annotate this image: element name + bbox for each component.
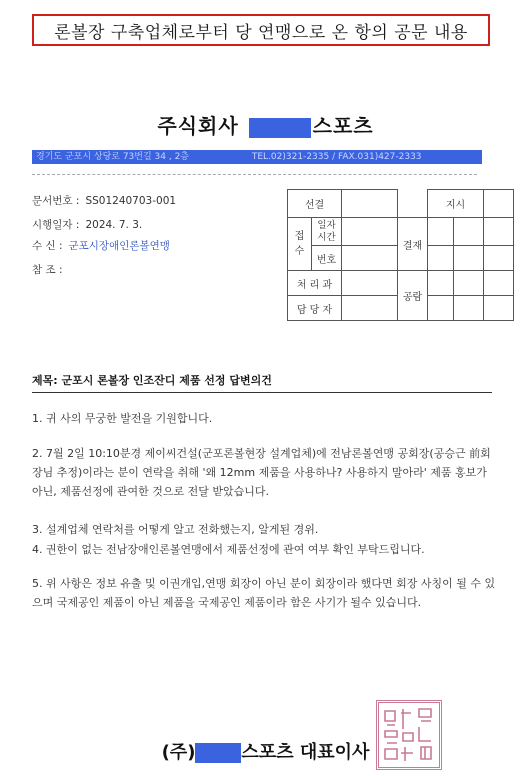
doc-cc-row — [32, 262, 63, 277]
approval-cell-sungyeol: 선결 — [288, 190, 342, 218]
doc-recipient-value: 군포시장애인론볼연맹 — [68, 240, 170, 252]
paragraph-1: 1. 귀 사의 무궁한 발전을 기원합니다. — [32, 412, 213, 425]
paragraph-3: 3. 설계업체 연락처를 어떻게 알고 전화했는지, 알게된 경위. — [32, 523, 319, 536]
signature-prefix: (주) — [161, 742, 196, 763]
approval-cell-blank — [454, 246, 484, 271]
approval-cell-blank — [484, 296, 514, 321]
approval-cell-blank — [342, 296, 398, 321]
approval-cell-blank — [342, 271, 398, 296]
signature-suffix: 스포츠 대표이사 — [241, 742, 370, 763]
contact-text: TEL.02)321-2335 / FAX.031)427-2333 — [251, 152, 422, 162]
approval-cell-blank — [342, 218, 398, 246]
approval-cell-blank — [428, 296, 454, 321]
approval-cell-blank — [454, 218, 484, 246]
doc-date-label: 시행일자 : — [32, 219, 80, 231]
doc-number-row — [32, 193, 176, 208]
approval-cell-damdangja: 담 당 자 — [288, 296, 342, 321]
banner-title — [32, 14, 490, 46]
approval-cell-blank — [428, 218, 454, 246]
approval-cell-jisi: 지시 — [428, 190, 484, 218]
paragraph-4: 4. 권한이 없는 전남장애인론볼연맹에서 제품선정에 관여 여부 확인 부탁드립니다. — [32, 543, 425, 556]
company-name — [0, 110, 531, 139]
approval-spacer — [398, 190, 428, 218]
doc-cc-label: 참 조 : — [32, 264, 63, 276]
address-line — [32, 150, 482, 164]
approval-cell-blank — [484, 190, 514, 218]
approval-cell-jeopsu: 접 수 — [288, 218, 312, 271]
approval-cell-beonho: 번호 — [312, 246, 342, 271]
approval-cell-blank — [342, 190, 398, 218]
doc-number-value: SS01240703-001 — [85, 195, 177, 207]
doc-date-value: 2024. 7. 3. — [85, 219, 143, 231]
doc-date-row — [32, 217, 142, 232]
company-prefix: 주식회사 — [157, 114, 239, 138]
approval-cell-gongnam: 공람 — [398, 271, 428, 321]
approval-cell-cheorigwa: 처 리 과 — [288, 271, 342, 296]
approval-cell-blank — [484, 271, 514, 296]
subject-divider — [32, 392, 492, 393]
redaction-block — [249, 118, 311, 138]
company-suffix: 스포츠 — [312, 114, 374, 138]
subject-line: 제목: 군포시 론볼장 인조잔디 제품 선정 답변의건 — [32, 374, 272, 387]
address-text: 경기도 군포시 상당로 73번길 34 , 2층 — [36, 152, 189, 162]
approval-cell-blank — [428, 271, 454, 296]
paragraph-5: 5. 위 사항은 정보 유출 및 이권개입,연맹 회장이 아닌 분이 회장이라 했다면 회장 사칭이 될 수 있으며 국제공인 제품이 아닌 제품을 국제공인 제품이라 함은 사기가 될수 있습니다. — [32, 577, 496, 609]
approval-cell-blank — [428, 246, 454, 271]
approval-cell-gyeoljae: 결재 — [398, 218, 428, 271]
doc-number-label: 문서번호 : — [32, 195, 80, 207]
approval-cell-ilja-sigan: 일자 시간 — [312, 218, 342, 246]
approval-cell-blank — [484, 218, 514, 246]
paragraph-2: 2. 7월 2일 10:10분경 제이씨건설(군포론볼현장 설계업체)에 전남론볼연맹 공회장(공승근 前회장님 추정)이라는 분이 연락을 취해 '왜 12mm 제품을 사용하나? 사용하지 말아라' 제품 홍보가 아닌, 제품선정에 관여한 것으로 전달 받았습니다. — [32, 447, 491, 498]
redaction-block — [195, 743, 241, 763]
approval-cell-blank — [454, 296, 484, 321]
letterhead-divider — [32, 174, 477, 175]
banner-text: 론볼장 구축업체로부터 당 연맹으로 온 항의 공문 내용 — [54, 22, 468, 43]
approval-cell-blank — [484, 246, 514, 271]
approval-table — [287, 189, 514, 321]
doc-recipient-row — [32, 238, 170, 253]
approval-cell-blank — [342, 246, 398, 271]
approval-cell-blank — [454, 271, 484, 296]
signature-line — [0, 738, 531, 764]
doc-recipient-label: 수 신 : — [32, 240, 63, 252]
